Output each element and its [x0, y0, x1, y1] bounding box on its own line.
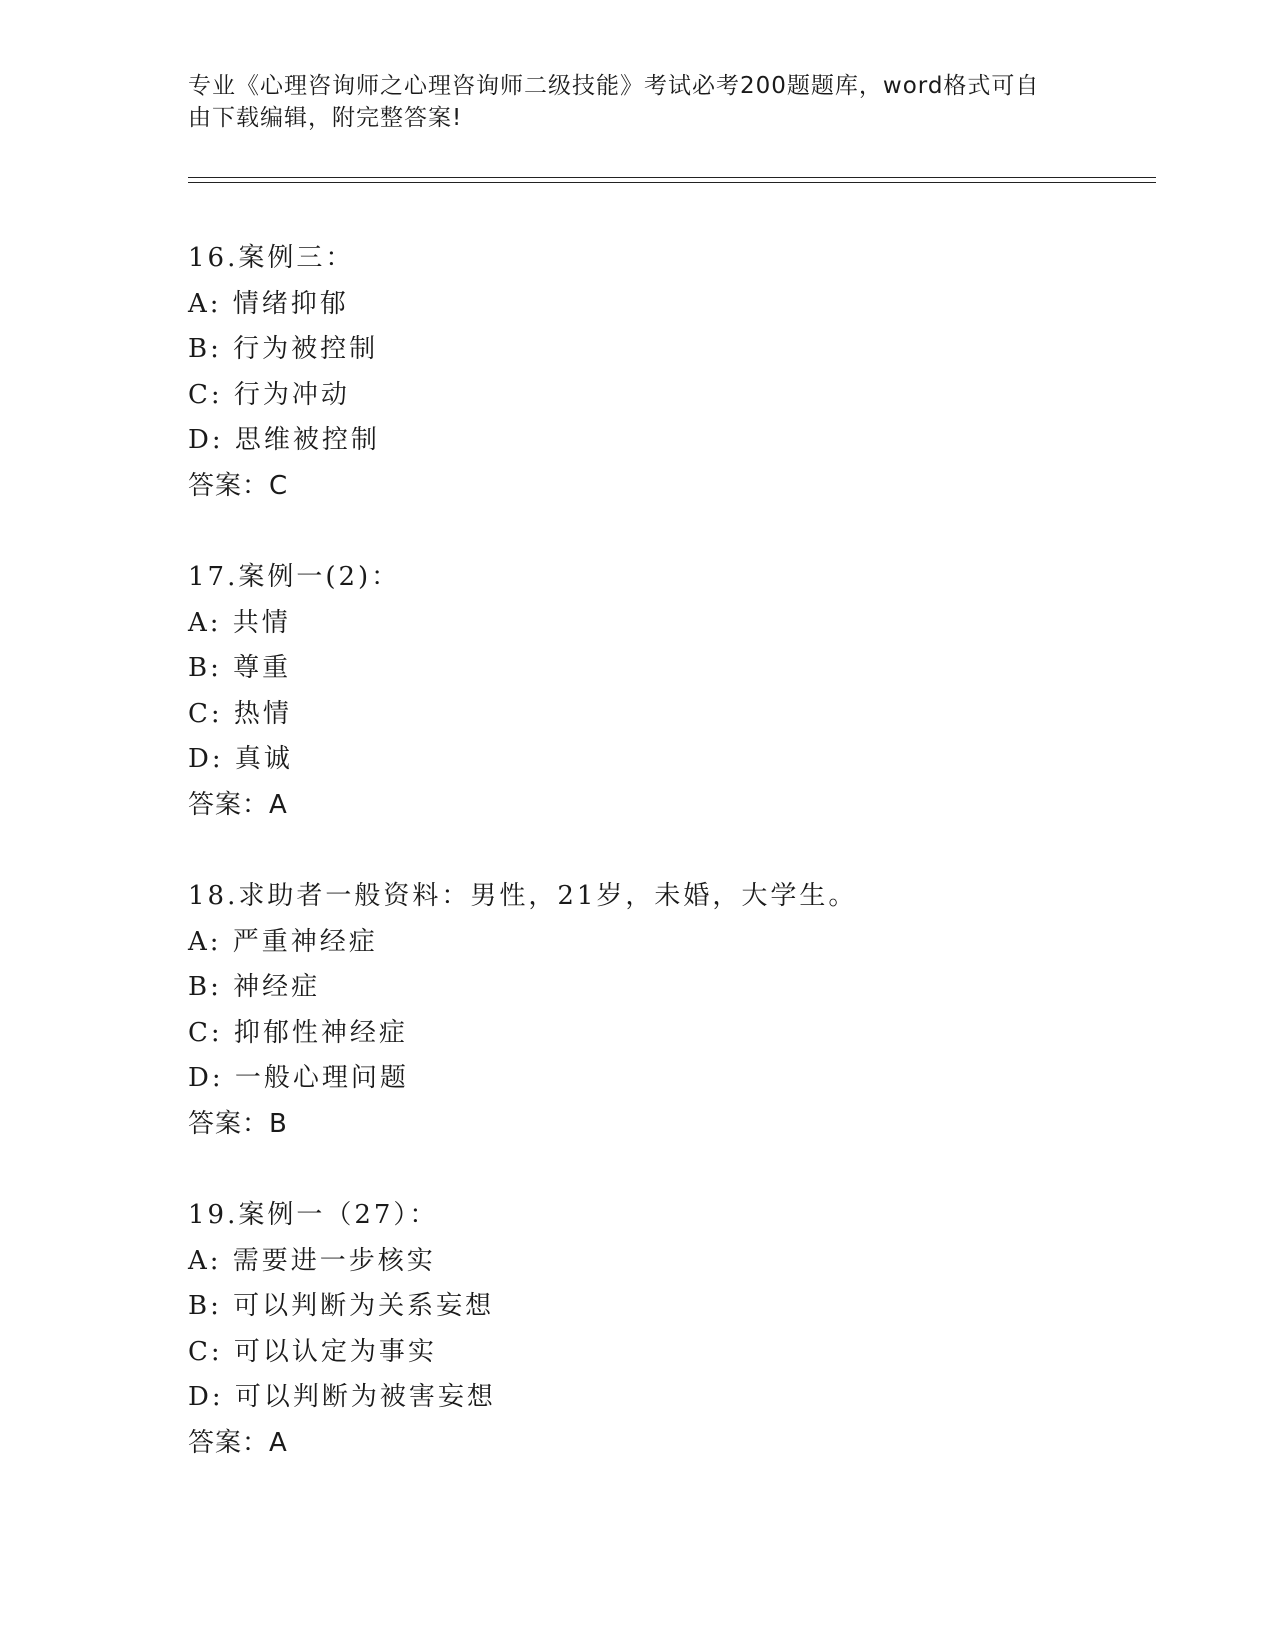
option-d: D: 思维被控制: [188, 425, 380, 455]
question-stem: 16.案例三：: [188, 243, 355, 273]
question-16: [188, 236, 1088, 509]
option-b: B: 行为被控制: [188, 334, 379, 364]
option-c: C: 抑郁性神经症: [188, 1017, 408, 1048]
header-rule-bottom: [188, 182, 1156, 183]
document-header: [188, 70, 1078, 134]
option-d: D: 可以判断为被害妄想: [188, 1382, 496, 1412]
option-a: A: 情绪抑郁: [188, 288, 349, 319]
option-d: D: 真诚: [188, 744, 293, 774]
option-b: B: 可以判断为关系妄想: [188, 1291, 495, 1321]
answer: 答案：A: [188, 789, 288, 820]
answer: 答案：A: [188, 1427, 288, 1458]
question-17: [188, 555, 1088, 828]
option-a: A: 共情: [188, 607, 291, 638]
answer: 答案：C: [188, 470, 289, 501]
question-18: [188, 874, 1088, 1147]
option-c: C: 热情: [188, 698, 292, 729]
header-line-1: 专业《心理咨询师之心理咨询师二级技能》考试必考200题题库，word格式可自: [188, 73, 1040, 99]
option-c: C: 行为冲动: [188, 379, 350, 410]
option-d: D: 一般心理问题: [188, 1063, 409, 1093]
header-rule-top: [188, 177, 1156, 178]
question-stem: 17.案例一(2)：: [188, 562, 401, 592]
question-stem: 18.求助者一般资料：男性，21岁，未婚，大学生。: [188, 881, 858, 911]
question-19: [188, 1193, 1088, 1466]
header-line-2: 由下载编辑，附完整答案!: [188, 105, 463, 131]
question-stem: 19.案例一（27）：: [188, 1200, 439, 1230]
option-a: A: 严重神经症: [188, 926, 378, 957]
option-b: B: 尊重: [188, 653, 292, 683]
question-list: [188, 236, 1088, 1512]
option-a: A: 需要进一步核实: [188, 1245, 436, 1276]
option-c: C: 可以认定为事实: [188, 1336, 437, 1367]
answer: 答案：B: [188, 1108, 288, 1139]
option-b: B: 神经症: [188, 972, 321, 1002]
